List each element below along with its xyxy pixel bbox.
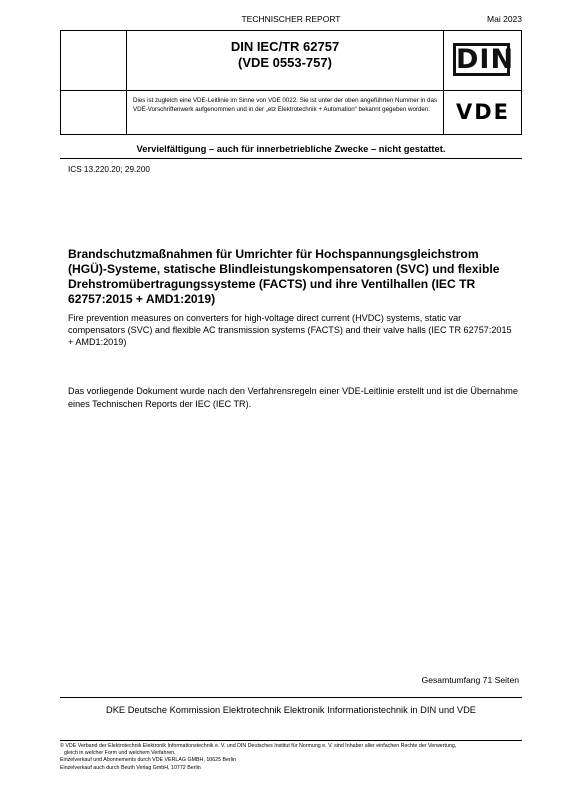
document-number-cell	[127, 31, 444, 91]
copyright-notice	[60, 743, 522, 772]
din-logo: DIN	[453, 43, 510, 76]
header-box	[60, 30, 522, 135]
reprint-notice: Vervielfältigung – auch für innerbetriebliche Zwecke – nicht gestattet.	[136, 143, 446, 154]
header-empty-cell-2	[61, 91, 127, 134]
top-bar	[60, 14, 522, 28]
din-logo-cell	[444, 31, 521, 91]
divider	[60, 697, 522, 698]
copyright-line: © VDE Verband der Elektrotechnik Elektronik Informationstechnik e. V. und DIN Deutsches Institut für Normung e. V. sind Inhaber aller einfachen Rechte der Verwertung,	[60, 743, 457, 749]
ics-code: ICS 13.220.20; 29.200	[68, 165, 150, 174]
issue-date: Mai 2023	[487, 14, 522, 24]
title-german: Brandschutzmaßnahmen für Umrichter für Hochspannungsgleichstrom (HGÜ)-Systeme, statische Blindleistungskompensatoren (SVC) und flexible Drehstromübertragungssysteme (FACTS) und ihre Ventilhallen (IEC TR 62757:2015 + AMD1:2019)	[68, 247, 500, 306]
document-description: Das vorliegende Dokument wurde nach den Verfahrensregeln einer VDE-Leitlinie erstellt und ist die Übernahme eines Technischen Reports der IEC (IEC TR).	[68, 386, 518, 409]
total-pages: Gesamtumfang 71 Seiten	[421, 675, 519, 685]
vde-classification: (VDE 0553-757)	[238, 55, 332, 70]
vde-logo: VDE	[456, 100, 511, 124]
vde-logo-cell	[444, 91, 521, 134]
dke-line: DKE Deutsche Kommission Elektrotechnik Elektronik Informationstechnik in DIN und VDE	[106, 705, 476, 715]
title-english: Fire prevention measures on converters for high-voltage direct current (HVDC) systems, static var compensators (SVC) and flexible AC transmission systems (FACTS) and their valve halls (IEC TR 62757:2015 + AMD1:2019)	[68, 313, 512, 347]
header-empty-cell	[61, 31, 127, 91]
divider	[60, 740, 522, 741]
document-number: DIN IEC/TR 62757	[230, 39, 340, 54]
copyright-line: Einzelverkauf und Abonnements durch VDE VERLAG GMBH, 10625 Berlin	[60, 757, 237, 764]
copyright-line: gleich in welcher Form und welchem Verfahren.	[64, 750, 176, 757]
copyright-line: Einzelverkauf auch durch Beuth Verlag GmbH, 10772 Berlin	[60, 764, 201, 771]
divider	[60, 158, 522, 159]
vde-guideline-note: Dies ist zugleich eine VDE-Leitlinie im Sinne von VDE 0022. Sie ist unter der oben angeführten Nummer in das VDE-Vorschriftenwerk aufgenommen und in der „etz Elektrotechnik + Automation“ bekannt gegeben worden.	[127, 91, 444, 134]
report-type: TECHNISCHER REPORT	[241, 14, 341, 24]
